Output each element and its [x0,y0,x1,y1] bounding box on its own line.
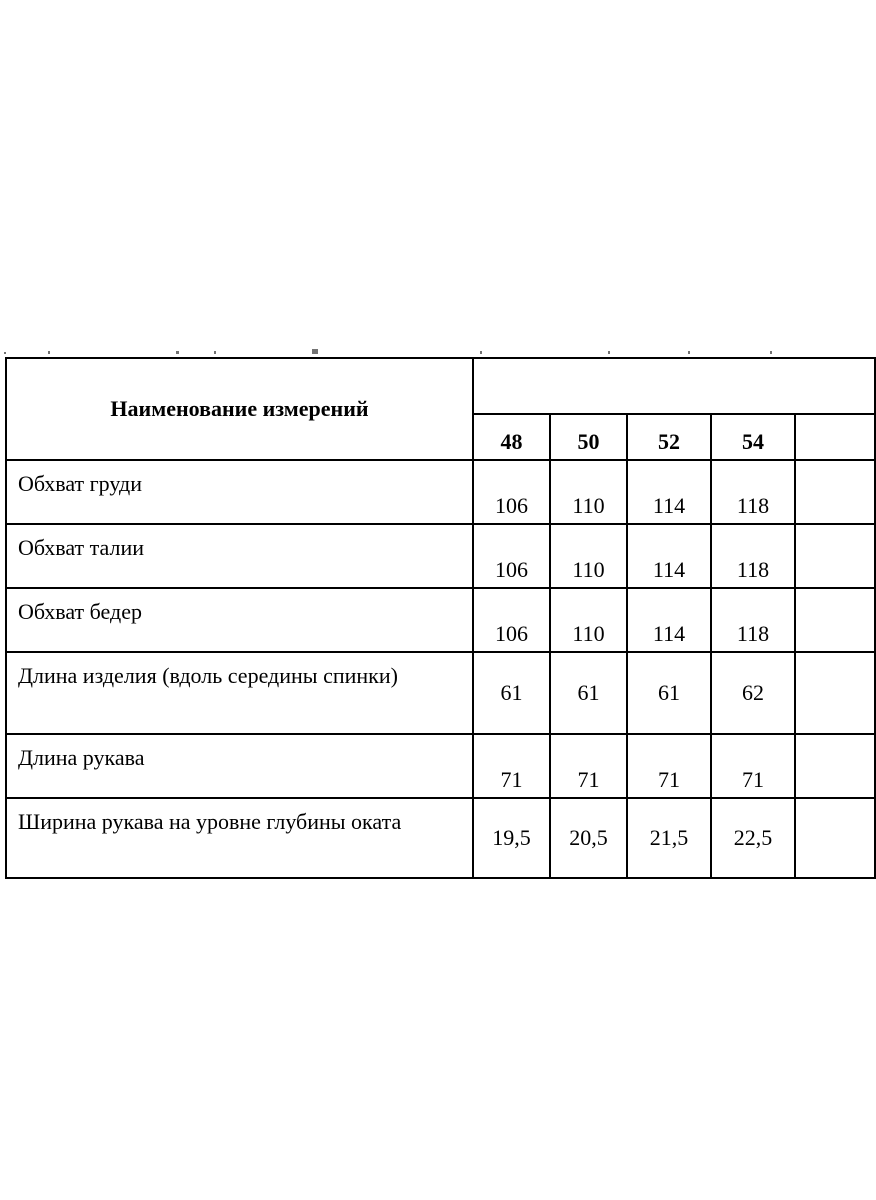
table-row [6,588,875,652]
header-row-top [6,358,875,414]
table-cell: 71 [627,734,711,798]
size-chart [5,357,800,850]
table-cell: 114 [627,524,711,588]
table-cell: 110 [550,588,627,652]
table-cell: 110 [550,524,627,588]
table-cell: 21,5 [627,798,711,878]
table-cell: 61 [627,652,711,734]
table-cell-extra [795,588,875,652]
row-label: Ширина рукава на уровне глубины оката [6,798,473,878]
table-cell: 106 [473,460,550,524]
table-cell: 106 [473,588,550,652]
table-cell: 20,5 [550,798,627,878]
scan-artifacts [0,346,800,356]
row-label: Длина изделия (вдоль середины спинки) [6,652,473,734]
row-label: Длина рукава [6,734,473,798]
table-cell: 118 [711,588,795,652]
table-row [6,460,875,524]
row-label: Обхват груди [6,460,473,524]
table-cell: 71 [550,734,627,798]
table-cell: 118 [711,524,795,588]
table-row [6,798,875,878]
table-cell: 110 [550,460,627,524]
table-cell-extra [795,734,875,798]
table-cell: 71 [711,734,795,798]
table-row [6,524,875,588]
header-measurement-name: Наименование измерений [6,358,473,460]
size-table [5,357,876,879]
table-cell: 106 [473,524,550,588]
header-size-group [473,358,875,414]
table-cell: 61 [550,652,627,734]
size-header: 48 [473,414,550,460]
table-cell: 114 [627,588,711,652]
table-row [6,652,875,734]
table-cell-extra [795,524,875,588]
table-cell: 19,5 [473,798,550,878]
table-cell-extra [795,652,875,734]
row-label: Обхват бедер [6,588,473,652]
size-header: 54 [711,414,795,460]
table-cell: 118 [711,460,795,524]
table-cell: 71 [473,734,550,798]
table-cell: 62 [711,652,795,734]
table-row [6,734,875,798]
row-label: Обхват талии [6,524,473,588]
table-cell: 22,5 [711,798,795,878]
table-cell: 61 [473,652,550,734]
size-header: 50 [550,414,627,460]
table-cell-extra [795,460,875,524]
size-header: 52 [627,414,711,460]
size-header-extra [795,414,875,460]
table-cell-extra [795,798,875,878]
table-cell: 114 [627,460,711,524]
